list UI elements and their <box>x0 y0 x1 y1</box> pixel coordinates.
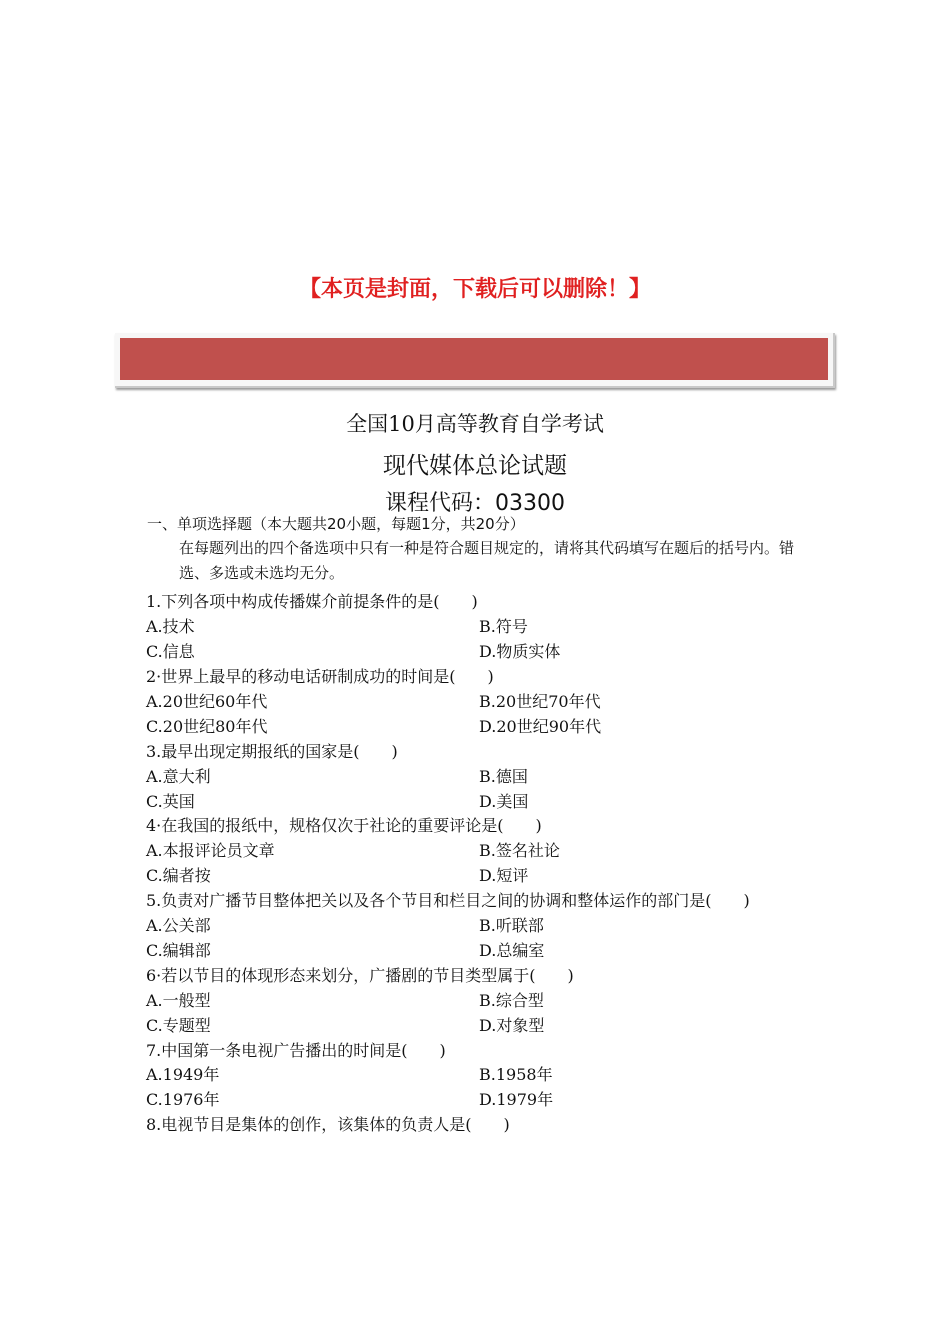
option-c: C.英国 <box>146 792 195 811</box>
question-3: 3.最早出现定期报纸的国家是( ) <box>146 742 398 761</box>
option-d: D.短评 <box>479 866 529 885</box>
option-a: A.20世纪60年代 <box>146 692 268 711</box>
section-instruction: 在每题列出的四个备选项中只有一种是符合题目规定的，请将其代码填写在题后的括号内。错选、多选或未选均无分。 <box>179 539 795 582</box>
question-5: 5.负责对广播节目整体把关以及各个节目和栏目之间的协调和整体运作的部门是( ) <box>146 891 750 910</box>
option-a: A.本报评论员文章 <box>146 841 275 860</box>
option-a: A.技术 <box>146 617 195 636</box>
option-b: B.签名社论 <box>479 841 560 860</box>
option-b: B.20世纪70年代 <box>479 692 601 711</box>
course-code: 课程代码：03300 <box>385 491 565 516</box>
question-2: 2·世界上最早的移动电话研制成功的时间是( ) <box>146 667 494 686</box>
option-b: B.综合型 <box>479 991 544 1010</box>
option-a: A.公关部 <box>146 916 211 935</box>
option-b: B.符号 <box>479 617 528 636</box>
option-d: D.对象型 <box>479 1016 545 1035</box>
option-d: D.总编室 <box>479 941 545 960</box>
option-d: D.20世纪90年代 <box>479 717 602 736</box>
question-4: 4·在我国的报纸中，规格仅次于社论的重要评论是( ) <box>146 816 542 835</box>
option-c: C.20世纪80年代 <box>146 717 268 736</box>
option-c: C.编者按 <box>146 866 211 885</box>
option-b: B.听联部 <box>479 916 544 935</box>
option-d: D.美国 <box>479 792 529 811</box>
option-b: B.德国 <box>479 767 528 786</box>
option-c: C.1976年 <box>146 1090 220 1109</box>
option-c: C.专题型 <box>146 1016 211 1035</box>
option-d: D.物质实体 <box>479 642 561 661</box>
decorative-banner <box>120 338 828 380</box>
decorative-banner-frame <box>115 333 835 388</box>
section-heading: 一、单项选择题（本大题共20小题，每题1分，共20分） <box>147 515 525 533</box>
paper-title: 现代媒体总论试题 <box>383 453 567 479</box>
option-a: A.意大利 <box>146 767 211 786</box>
option-a: A.1949年 <box>146 1065 220 1084</box>
question-7: 7.中国第一条电视广告播出的时间是( ) <box>146 1041 446 1060</box>
option-d: D.1979年 <box>479 1090 554 1109</box>
question-8: 8.电视节目是集体的创作，该集体的负责人是( ) <box>146 1115 510 1134</box>
cover-notice: 【本页是封面，下载后可以删除！】 <box>298 277 651 302</box>
option-c: C.信息 <box>146 642 195 661</box>
exam-title: 全国10月高等教育自学考试 <box>346 412 604 436</box>
option-a: A.一般型 <box>146 991 211 1010</box>
question-6: 6·若以节目的体现形态来划分，广播剧的节目类型属于( ) <box>146 966 574 985</box>
option-c: C.编辑部 <box>146 941 211 960</box>
option-b: B.1958年 <box>479 1065 553 1084</box>
question-1: 1.下列各项中构成传播媒介前提条件的是( ) <box>146 592 478 611</box>
